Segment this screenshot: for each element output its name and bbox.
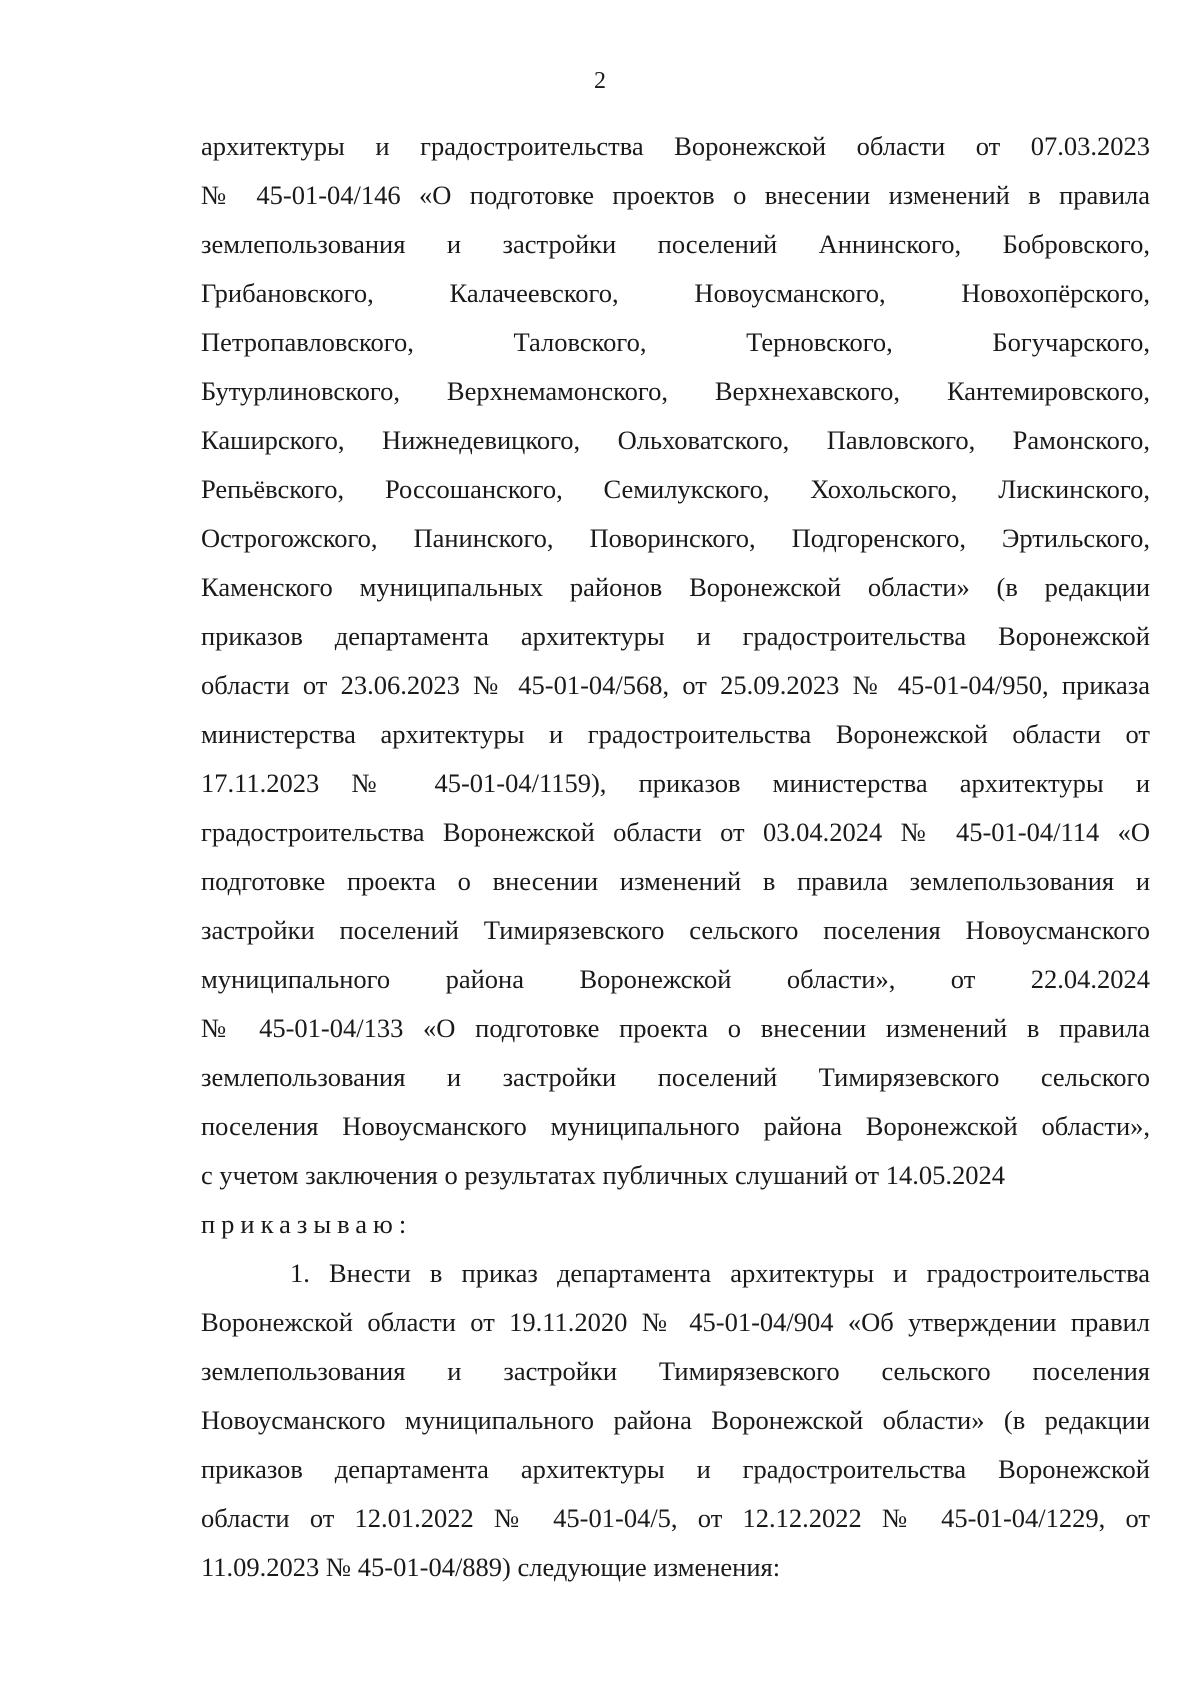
text-line: Каширского, Нижнедевицкого, Ольховатского, Павловского, Рамонского, [201,425,1150,455]
text-line: Воронежской области от 19.11.2020 № 45-01-04/904 «Об утверждении правил [201,1307,1150,1337]
text-line: поселения Новоусманского муниципального района Воронежской области», [201,1111,1150,1141]
document-body [201,122,1150,1592]
text-line: 11.09.2023 № 45-01-04/889) следующие изменения: [201,1552,781,1582]
text-line: области от 23.06.2023 № 45-01-04/568, от 25.09.2023 № 45-01-04/950, приказа [201,670,1150,700]
page-number: 2 [594,68,606,94]
text-line: застройки поселений Тимирязевского сельского поселения Новоусманского [201,915,1150,945]
text-line: муниципального района Воронежской области», от 22.04.2024 [201,964,1150,994]
text-line: архитектуры и градостроительства Воронежской области от 07.03.2023 [201,131,1150,161]
text-line: № 45-01-04/133 «О подготовке проекта о внесении изменений в правила [201,1013,1150,1043]
text-line: области от 12.01.2022 № 45-01-04/5, от 12.12.2022 № 45-01-04/1229, от [201,1503,1150,1533]
text-line: № 45-01-04/146 «О подготовке проектов о внесении изменений в правила [201,180,1150,210]
text-line: подготовке проекта о внесении изменений в правила землепользования и [201,866,1150,896]
text-line: с учетом заключения о результатах публичных слушаний от 14.05.2024 [201,1160,1005,1190]
text-line: Грибановского, Калачеевского, Новоусманского, Новохопёрского, [201,278,1150,308]
text-line: землепользования и застройки поселений Аннинского, Бобровского, [201,229,1150,259]
text-line: Новоусманского муниципального района Воронежской области» (в редакции [201,1405,1150,1435]
text-line: Бутурлиновского, Верхнемамонского, Верхнехавского, Кантемировского, [201,376,1150,406]
text-line: приказов департамента архитектуры и градостроительства Воронежской [201,621,1150,651]
text-line: Острогожского, Панинского, Поворинского, Подгоренского, Эртильского, [201,523,1150,553]
text-line: 1. Внести в приказ департамента архитектуры и градостроительства [290,1258,1150,1288]
text-line: Каменского муниципальных районов Воронежской области» (в редакции [201,572,1150,602]
text-line: градостроительства Воронежской области от 03.04.2024 № 45-01-04/114 «О [201,817,1150,847]
text-line: землепользования и застройки Тимирязевского сельского поселения [201,1356,1150,1386]
text-line: приказываю: [201,1209,413,1239]
text-line: Репьёвского, Россошанского, Семилукского, Хохольского, Лискинского, [201,474,1150,504]
text-line: министерства архитектуры и градостроительства Воронежской области от [201,719,1150,749]
text-line: землепользования и застройки поселений Тимирязевского сельского [201,1062,1150,1092]
text-line: приказов департамента архитектуры и градостроительства Воронежской [201,1454,1150,1484]
text-line: Петропавловского, Таловского, Терновского, Богучарского, [201,327,1150,357]
text-line: 17.11.2023 № 45-01-04/1159), приказов министерства архитектуры и [201,768,1150,798]
